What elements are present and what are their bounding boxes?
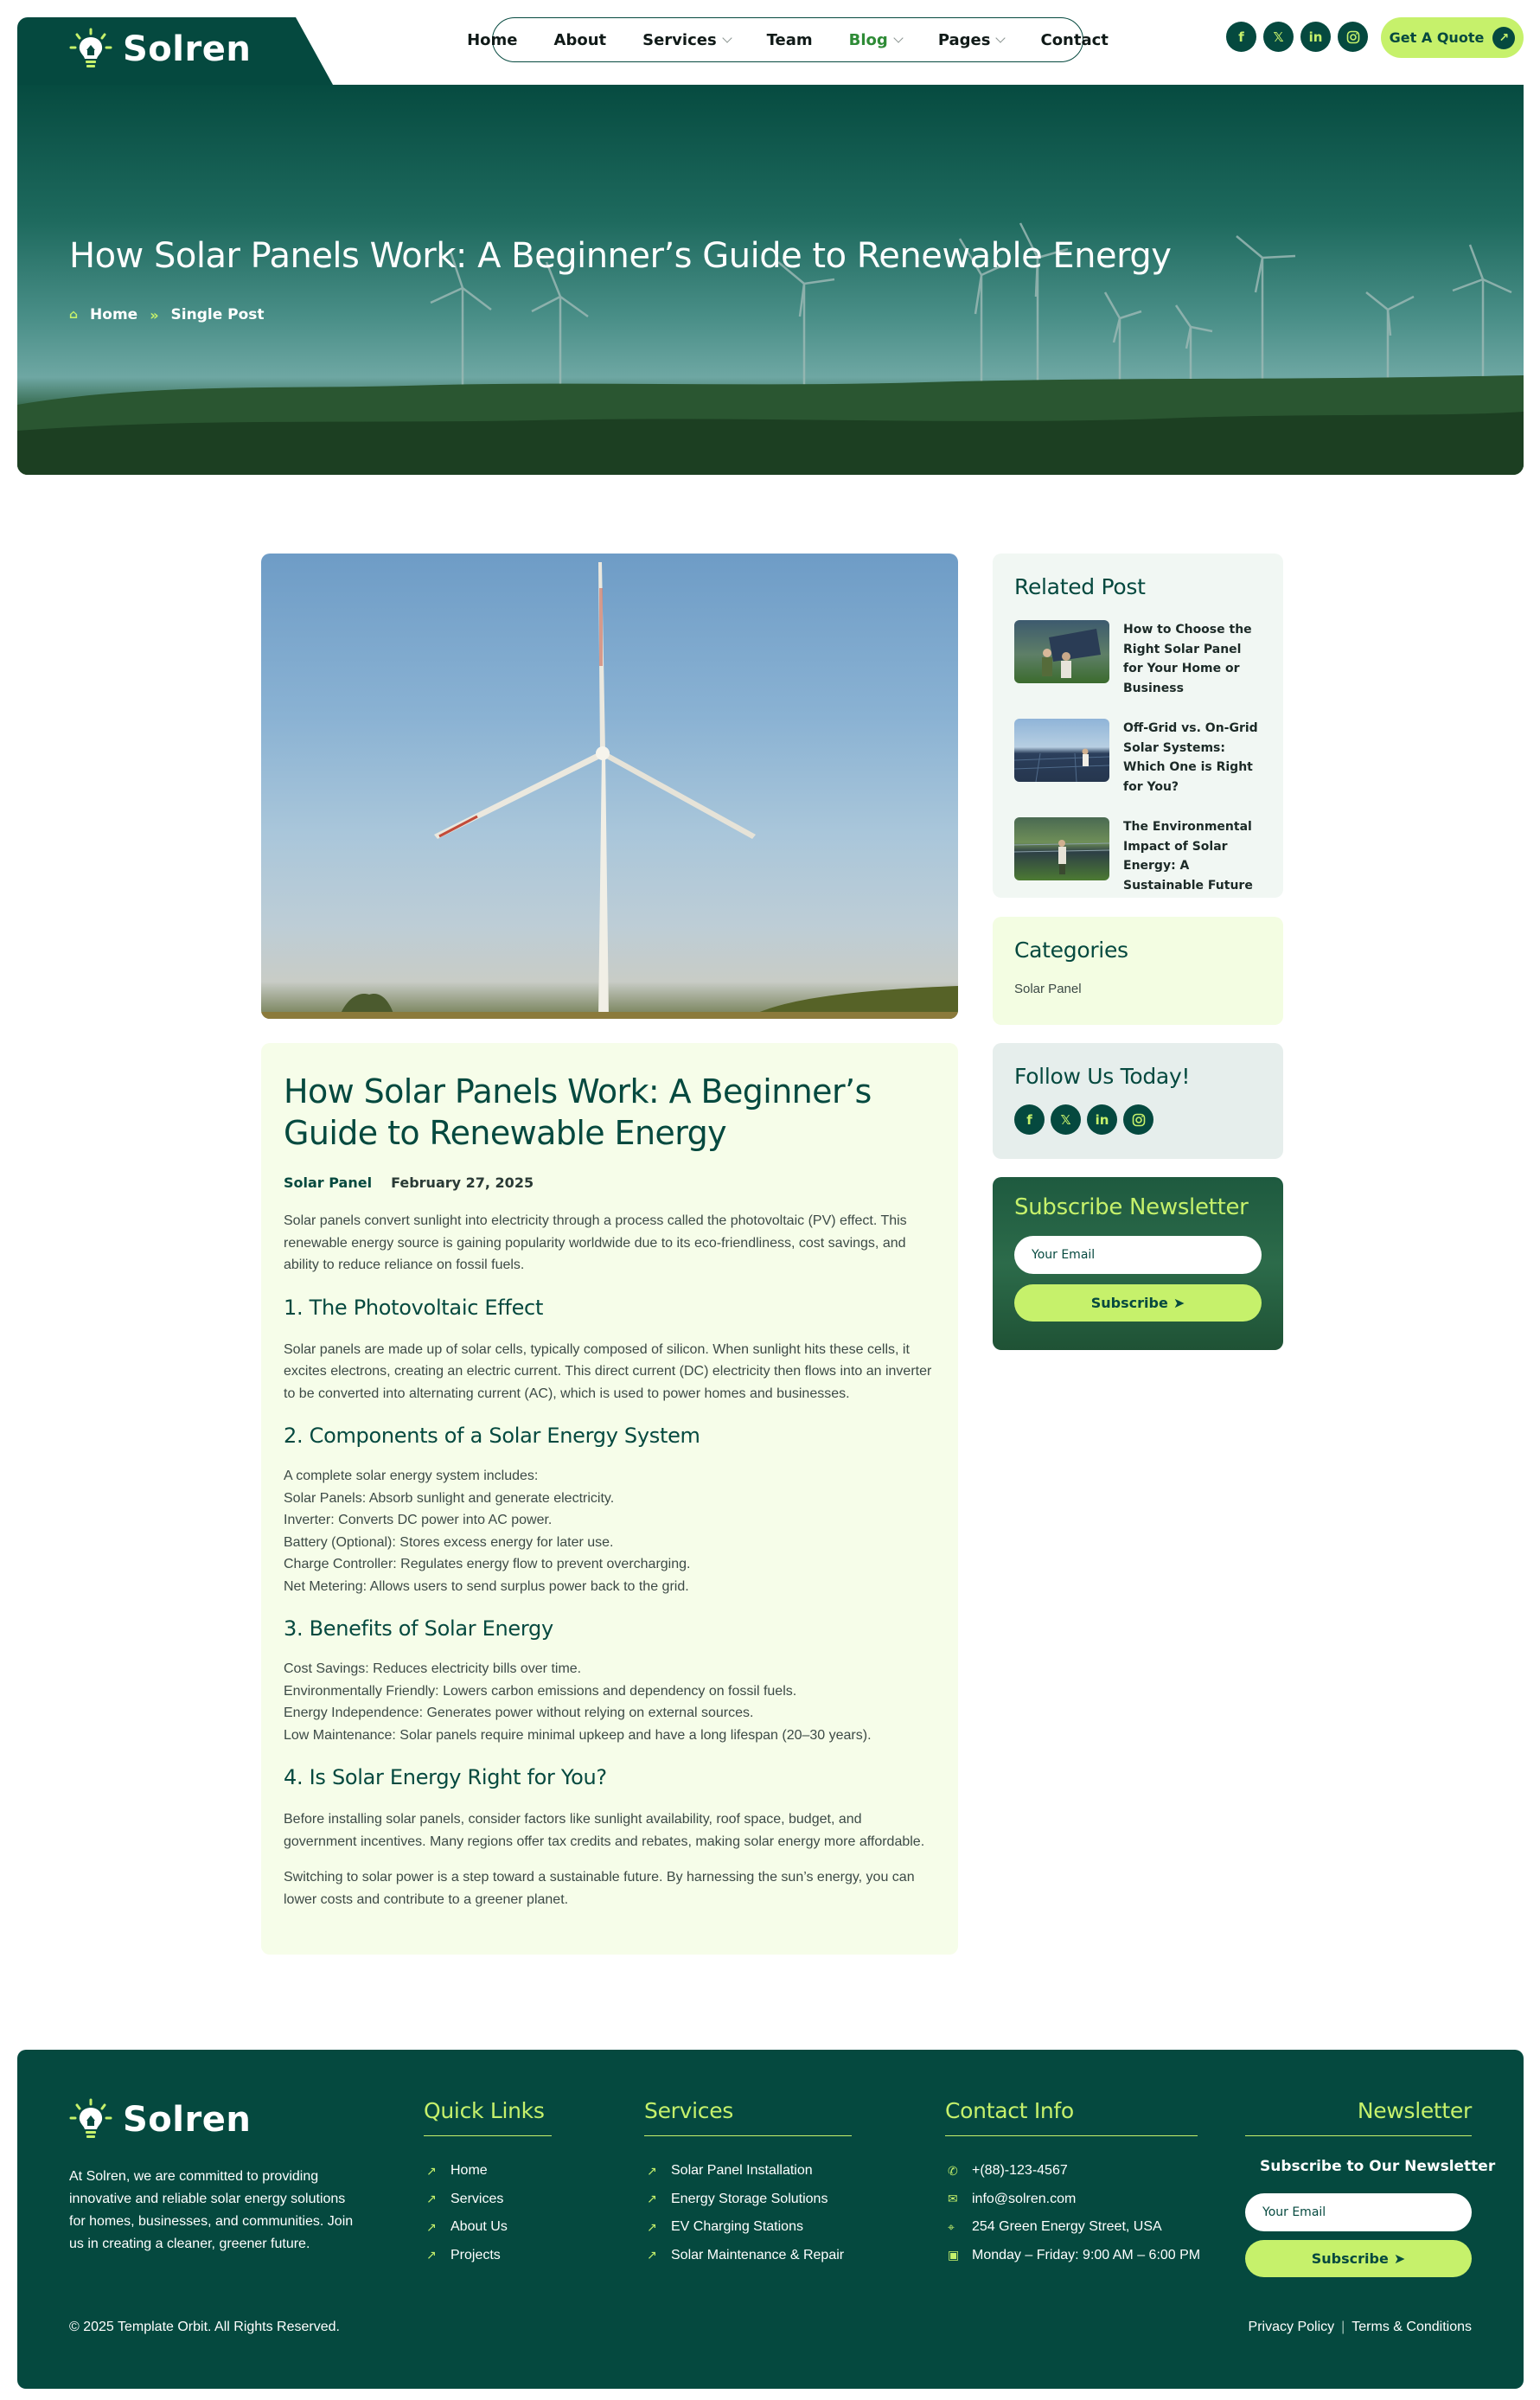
legal-divider: | bbox=[1341, 2320, 1345, 2334]
nav-blog[interactable] bbox=[849, 31, 902, 49]
nav-team[interactable] bbox=[767, 31, 813, 49]
contact-phone[interactable] bbox=[948, 2157, 1200, 2186]
paper-plane-icon: ➤ bbox=[1393, 2250, 1406, 2267]
related-post-title[interactable]: How to Choose the Right Solar Panel for Your Home or Business bbox=[1123, 623, 1252, 695]
wind-turbine-photo bbox=[261, 554, 958, 1019]
instagram-icon[interactable] bbox=[1123, 1104, 1153, 1135]
nav-pages-label: Pages bbox=[937, 30, 991, 49]
footer-link[interactable] bbox=[426, 2242, 508, 2270]
legal-links bbox=[1249, 2320, 1472, 2335]
location-icon: ⌖ bbox=[948, 2219, 955, 2234]
footer-logo[interactable] bbox=[69, 2098, 251, 2141]
arrow-up-right-icon: ↗ bbox=[426, 2248, 437, 2262]
components-list bbox=[284, 1465, 936, 1597]
article-outro: Switching to solar power is a step toward a sustainable future. By harnessing the sun’s energy, you can lower costs and contribute to a greener planet. bbox=[284, 1870, 915, 1907]
get-quote-label: Get A Quote bbox=[1389, 29, 1485, 46]
featured-image-wind-turbine bbox=[261, 554, 958, 1019]
related-post-thumbnail[interactable] bbox=[1014, 817, 1109, 880]
related-post-thumbnail[interactable] bbox=[1014, 719, 1109, 782]
subscribe-label: Subscribe bbox=[1311, 2250, 1389, 2267]
arrow-up-right-icon: ↗ bbox=[647, 2192, 657, 2206]
nav-home[interactable] bbox=[467, 31, 517, 49]
x-icon[interactable]: 𝕏 bbox=[1263, 22, 1294, 52]
newsletter-subscribe-button[interactable] bbox=[1014, 1284, 1262, 1322]
section-text: Solar panels are made up of solar cells, typically composed of silicon. When sunlight hits these cells, it excites electrons, creating an electric current. This direct current (DC) electricity then flows into an inverter to be converted into alternating current (AC), which is used to power homes and businesses. bbox=[284, 1341, 932, 1401]
facebook-icon[interactable]: f bbox=[1014, 1104, 1045, 1135]
section-title: 2. Components of a Solar Energy System bbox=[284, 1424, 700, 1448]
section-title: 1. The Photovoltaic Effect bbox=[284, 1295, 544, 1320]
categories-widget bbox=[993, 917, 1283, 1025]
contact-info bbox=[948, 2157, 1200, 2269]
footer-link[interactable] bbox=[647, 2186, 844, 2214]
categories-title: Categories bbox=[1014, 938, 1128, 963]
related-post-title[interactable]: The Environmental Impact of Solar Energy: A Sustainable Future bbox=[1123, 820, 1253, 893]
instagram-icon[interactable] bbox=[1338, 22, 1368, 52]
article-body bbox=[261, 1043, 958, 1955]
section-text: Before installing solar panels, consider factors like sunlight availability, roof space, budget, and government incentives. Many regions offer tax credits and rebates, making solar energy more affordable. bbox=[284, 1812, 925, 1849]
article-category[interactable]: Solar Panel bbox=[284, 1174, 373, 1191]
footer-link-label: Home bbox=[450, 2163, 488, 2179]
footer-link[interactable] bbox=[647, 2213, 844, 2242]
logo[interactable] bbox=[69, 28, 251, 71]
hero-banner bbox=[17, 85, 1524, 475]
list-item: Solar Panels: Absorb sunlight and generate electricity. bbox=[284, 1490, 615, 1506]
footer-newsletter-title: Newsletter bbox=[1245, 2098, 1472, 2136]
list-item: Energy Independence: Generates power without relying on external sources. bbox=[284, 1706, 754, 1720]
follow-widget bbox=[993, 1043, 1283, 1159]
nav-services-label: Services bbox=[642, 30, 717, 49]
footer-link-label: Projects bbox=[450, 2247, 501, 2262]
get-quote-button[interactable] bbox=[1381, 17, 1524, 58]
facebook-icon[interactable]: f bbox=[1226, 22, 1256, 52]
terms-link[interactable]: Terms & Conditions bbox=[1351, 2320, 1472, 2334]
arrow-up-right-icon: ↗ bbox=[647, 2219, 657, 2234]
list-item: Cost Savings: Reduces electricity bills over time. bbox=[284, 1661, 582, 1676]
nav-services[interactable] bbox=[642, 31, 731, 49]
footer-link-label: Solar Panel Installation bbox=[671, 2163, 813, 2179]
benefits-list bbox=[284, 1658, 936, 1746]
chevron-down-icon bbox=[893, 33, 903, 42]
breadcrumb-home[interactable]: Home bbox=[90, 306, 138, 323]
list-item: Charge Controller: Regulates energy flow to prevent overcharging. bbox=[284, 1557, 691, 1571]
wind-turbines-illustration bbox=[17, 85, 1524, 475]
chevron-down-icon bbox=[722, 33, 732, 42]
main-nav bbox=[467, 17, 1109, 62]
home-icon: ⌂ bbox=[69, 308, 79, 322]
site-footer bbox=[17, 2050, 1524, 2389]
x-icon[interactable]: 𝕏 bbox=[1051, 1104, 1081, 1135]
calendar-icon: ▣ bbox=[948, 2248, 960, 2262]
copyright: © 2025 Template Orbit. All Rights Reserved. bbox=[69, 2320, 340, 2334]
arrow-up-right-icon: ↗ bbox=[426, 2192, 437, 2206]
list-item: Net Metering: Allows users to send surplus power back to the grid. bbox=[284, 1578, 689, 1594]
contact-hours bbox=[948, 2242, 1200, 2270]
bulb-sun-icon bbox=[69, 2098, 112, 2141]
services-links bbox=[647, 2157, 844, 2269]
footer-link[interactable] bbox=[426, 2157, 508, 2186]
contact-text: Monday – Friday: 9:00 AM – 6:00 PM bbox=[972, 2247, 1201, 2262]
nav-contact[interactable] bbox=[1040, 31, 1108, 49]
footer-link[interactable] bbox=[647, 2242, 844, 2270]
quick-links-title: Quick Links bbox=[424, 2098, 552, 2136]
article-meta bbox=[284, 1174, 936, 1191]
subscribe-label: Subscribe bbox=[1090, 1295, 1168, 1311]
footer-subscribe-button[interactable] bbox=[1245, 2240, 1472, 2277]
newsletter-email-input[interactable]: Your Email bbox=[1014, 1236, 1262, 1274]
article-intro: Solar panels convert sunlight into electricity through a process called the photovoltaic (PV) effect. This renewable energy source is gaining popularity worldwide due to its eco-friendliness, cost savings, and ability to reduce reliance on fossil fuels. bbox=[284, 1213, 907, 1272]
footer-link[interactable] bbox=[426, 2186, 508, 2214]
related-post-title[interactable]: Off-Grid vs. On-Grid Solar Systems: Which One is Right for You? bbox=[1123, 721, 1258, 794]
newsletter-title: Subscribe Newsletter bbox=[1014, 1194, 1249, 1220]
nav-contact-label: Contact bbox=[1040, 30, 1109, 49]
paper-plane-icon: ➤ bbox=[1173, 1295, 1185, 1311]
breadcrumb bbox=[69, 306, 265, 323]
logo-text: Solren bbox=[123, 29, 252, 69]
footer-logo-text: Solren bbox=[123, 2100, 252, 2140]
footer-link[interactable] bbox=[647, 2157, 844, 2186]
phone-icon: ✆ bbox=[948, 2163, 958, 2178]
footer-email-input[interactable]: Your Email bbox=[1245, 2193, 1472, 2231]
article-title: How Solar Panels Work: A Beginner’s Guide to Renewable Energy bbox=[284, 1072, 872, 1152]
related-post-thumbnail[interactable] bbox=[1014, 620, 1109, 683]
contact-email[interactable] bbox=[948, 2186, 1200, 2214]
contact-text: +(88)-123-4567 bbox=[972, 2163, 1068, 2179]
follow-social-icons bbox=[1014, 1104, 1262, 1135]
breadcrumb-current: Single Post bbox=[170, 306, 265, 323]
nav-about-label: About bbox=[553, 30, 607, 49]
footer-link-label: About Us bbox=[450, 2219, 508, 2235]
privacy-policy-link[interactable]: Privacy Policy bbox=[1248, 2320, 1335, 2334]
footer-about: At Solren, we are committed to providing innovative and reliable solar energy solutions for homes, businesses, and communities. Join us in creating a cleaner, greener future. bbox=[69, 2169, 354, 2251]
nav-team-label: Team bbox=[766, 30, 813, 49]
double-chevron-right-icon: » bbox=[150, 306, 159, 323]
list-item: Inverter: Converts DC power into AC power. bbox=[284, 1513, 553, 1527]
linkedin-icon[interactable]: in bbox=[1087, 1104, 1117, 1135]
arrow-up-right-icon: ↗ bbox=[647, 2163, 657, 2178]
footer-link-label: EV Charging Stations bbox=[671, 2219, 803, 2235]
hero-title: How Solar Panels Work: A Beginner’s Guide to Renewable Energy bbox=[69, 236, 1172, 276]
footer-link-label: Solar Maintenance & Repair bbox=[671, 2247, 845, 2262]
linkedin-icon[interactable]: in bbox=[1300, 22, 1331, 52]
arrow-up-right-icon: ↗ bbox=[426, 2163, 437, 2178]
category-link[interactable]: Solar Panel bbox=[1014, 982, 1082, 996]
list-item: Environmentally Friendly: Lowers carbon emissions and dependency on fossil fuels. bbox=[284, 1683, 797, 1699]
nav-blog-label: Blog bbox=[848, 30, 888, 49]
list-item: Low Maintenance: Solar panels require minimal upkeep and have a long lifespan (20–30 years). bbox=[284, 1727, 872, 1743]
related-post[interactable] bbox=[1014, 620, 1262, 698]
contact-text: 254 Green Energy Street, USA bbox=[972, 2219, 1162, 2235]
section-title: 3. Benefits of Solar Energy bbox=[284, 1616, 553, 1641]
newsletter-widget bbox=[993, 1177, 1283, 1350]
article-date: February 27, 2025 bbox=[391, 1174, 534, 1191]
arrow-up-right-icon: ↗ bbox=[1492, 27, 1515, 49]
contact-text: info@solren.com bbox=[972, 2191, 1077, 2206]
nav-home-label: Home bbox=[467, 30, 518, 49]
footer-newsletter-subtitle: Subscribe to Our Newsletter bbox=[1260, 2158, 1496, 2175]
mail-icon: ✉ bbox=[948, 2192, 958, 2206]
arrow-up-right-icon: ↗ bbox=[647, 2248, 657, 2262]
footer-link[interactable] bbox=[426, 2213, 508, 2242]
arrow-up-right-icon: ↗ bbox=[426, 2219, 437, 2234]
list-item: A complete solar energy system includes: bbox=[284, 1469, 539, 1483]
chevron-down-icon bbox=[996, 33, 1006, 42]
footer-link-label: Services bbox=[450, 2191, 504, 2206]
header-social bbox=[1226, 22, 1368, 52]
section-title: 4. Is Solar Energy Right for You? bbox=[284, 1765, 607, 1789]
related-posts-title: Related Post bbox=[1014, 574, 1146, 599]
follow-title: Follow Us Today! bbox=[1014, 1064, 1191, 1089]
contact-title: Contact Info bbox=[945, 2098, 1198, 2136]
quick-links bbox=[426, 2157, 508, 2269]
list-item: Battery (Optional): Stores excess energy for later use. bbox=[284, 1534, 614, 1550]
related-post[interactable] bbox=[1014, 817, 1262, 895]
related-post[interactable] bbox=[1014, 719, 1262, 797]
bulb-sun-icon bbox=[69, 28, 112, 71]
footer-link-label: Energy Storage Solutions bbox=[671, 2191, 828, 2206]
services-title: Services bbox=[644, 2098, 852, 2136]
nav-about[interactable] bbox=[554, 31, 607, 49]
nav-pages[interactable] bbox=[938, 31, 1005, 49]
related-posts-widget bbox=[993, 554, 1283, 898]
contact-address bbox=[948, 2213, 1200, 2242]
site-header bbox=[0, 0, 1540, 85]
